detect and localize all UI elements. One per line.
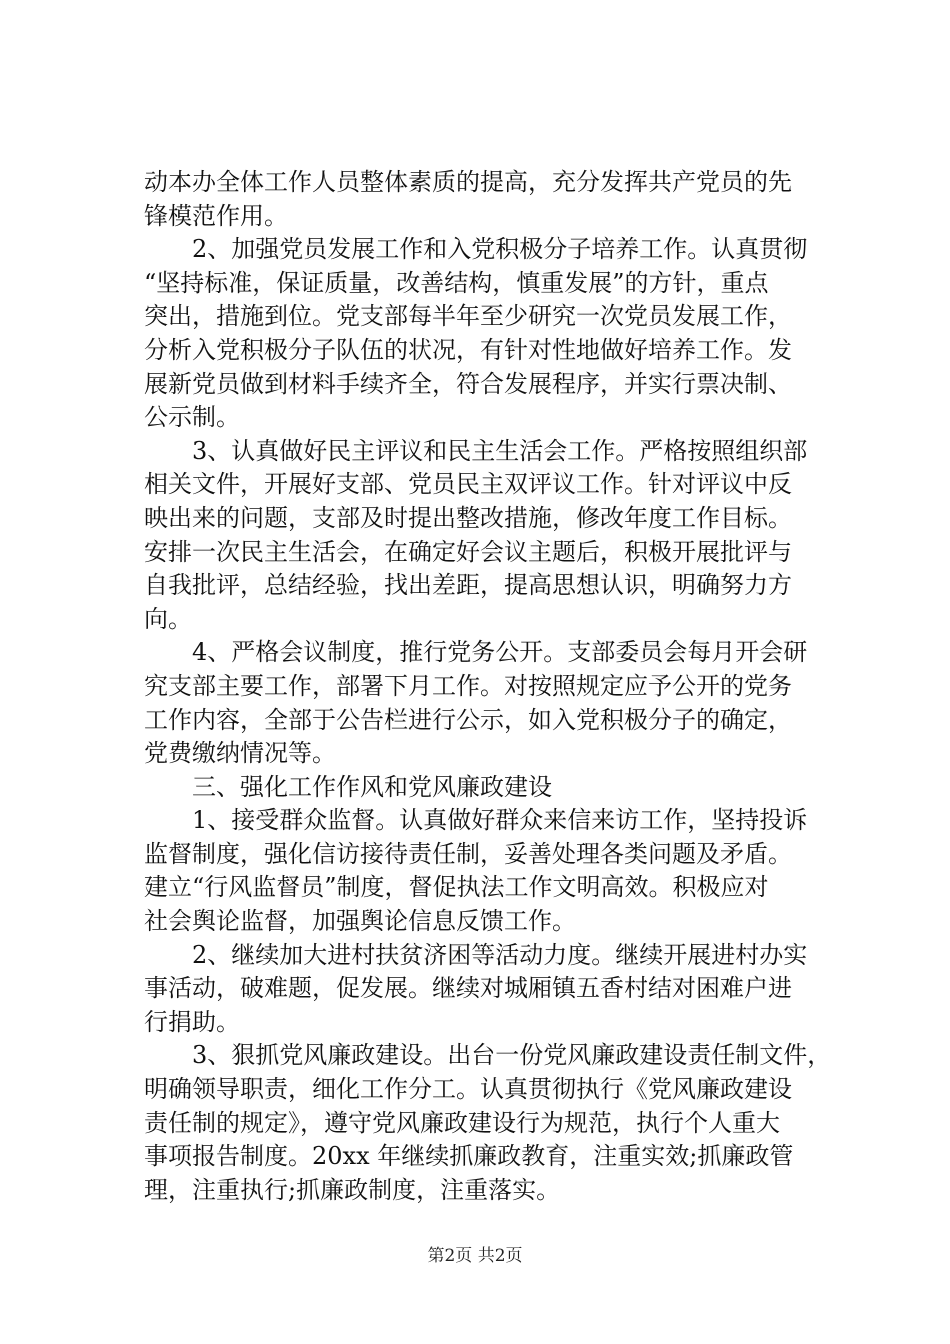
text-line: 展新党员做到材料手续齐全，符合发展程序，并实行票决制、 [144, 369, 792, 398]
text-line: 动本办全体工作人员整体素质的提高，充分发挥共产党员的先 [144, 168, 792, 196]
text-line: 锋模范作用。 [144, 201, 288, 230]
text-line: 事项报告制度。20xx 年继续抓廉政教育，注重实效;抓廉政管 [144, 1142, 794, 1171]
text-line: 相关文件，开展好支部、党员民主双评议工作。针对评议中反 [144, 470, 792, 499]
text-line: “坚持标准，保证质量，改善结构，慎重发展”的方针，重点 [144, 268, 769, 297]
text-line: 分析入党积极分子队伍的状况，有针对性地做好培养工作。发 [144, 335, 792, 364]
page-footer [0, 1241, 950, 1266]
text-line: 理，注重执行;抓廉政制度，注重落实。 [144, 1175, 561, 1204]
text-line: 监督制度，强化信访接待责任制，妥善处理各类问题及矛盾。 [144, 839, 792, 868]
text-line: 行捐助。 [144, 1007, 240, 1036]
text-line: 三、强化工作作风和党风廉政建设 [192, 772, 552, 801]
text-line: 映出来的问题，支部及时提出整改措施，修改年度工作目标。 [144, 503, 792, 532]
document-body [144, 166, 832, 1207]
text-line: 向。 [144, 604, 192, 633]
text-line: 3、狠抓党风廉政建设。出台一份党风廉政建设责任制文件， [192, 1041, 832, 1070]
text-line: 建立“行风监督员”制度，督促执法工作文明高效。积极应对 [144, 873, 769, 902]
text-line: 公示制。 [144, 403, 240, 432]
text-line: 责任制的规定》，遵守党风廉政建设行为规范，执行个人重大 [144, 1108, 780, 1137]
page-number-label: 第2页 共2页 [427, 1246, 523, 1266]
text-line: 1、接受群众监督。认真做好群众来信来访工作，坚持投诉 [192, 806, 808, 835]
text-line: 2、继续加大进村扶贫济困等活动力度。继续开展进村办实 [192, 940, 808, 969]
text-line: 工作内容，全部于公告栏进行公示，如入党积极分子的确定， [144, 705, 792, 734]
text-line: 3、认真做好民主评议和民主生活会工作。严格按照组织部 [192, 436, 808, 465]
text-line: 党费缴纳情况等。 [144, 739, 336, 768]
text-line: 明确领导职责，细化工作分工。认真贯彻执行《党风廉政建设 [144, 1075, 792, 1104]
text-line: 安排一次民主生活会，在确定好会议主题后，积极开展批评与 [144, 537, 792, 566]
text-line: 事活动，破难题，促发展。继续对城厢镇五香村结对困难户进 [144, 974, 792, 1003]
text-line: 社会舆论监督，加强舆论信息反馈工作。 [144, 907, 576, 936]
text-line: 2、加强党员发展工作和入党积极分子培养工作。认真贯彻 [192, 235, 808, 264]
text-line: 突出，措施到位。党支部每半年至少研究一次党员发展工作， [144, 302, 792, 331]
text-line: 自我批评，总结经验，找出差距，提高思想认识，明确努力方 [144, 571, 792, 600]
text-line: 究支部主要工作，部署下月工作。对按照规定应予公开的党务 [144, 671, 792, 700]
text-line: 4、严格会议制度，推行党务公开。支部委员会每月开会研 [192, 638, 808, 667]
